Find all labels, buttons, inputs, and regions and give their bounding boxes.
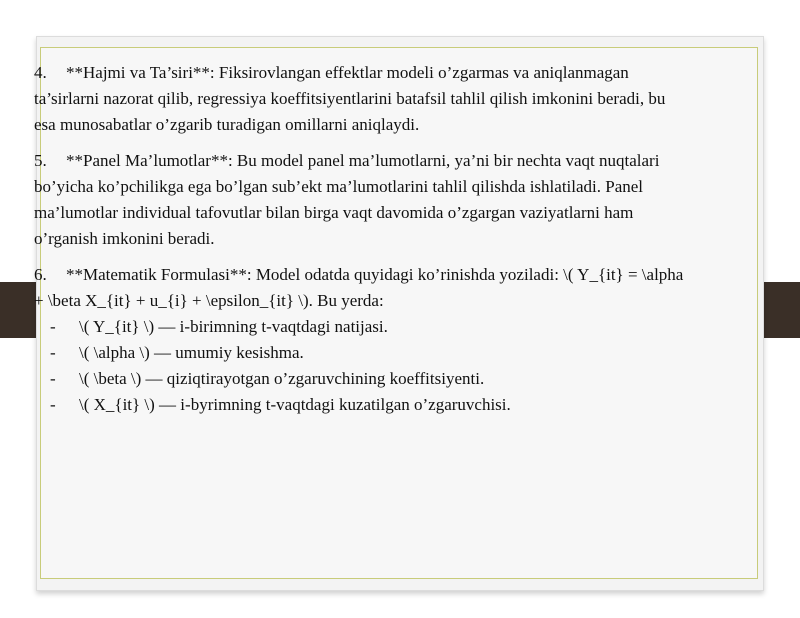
point-5	[34, 148, 684, 252]
list-item-text: \( \alpha \) — umumiy kesishma.	[79, 343, 304, 362]
list-item	[34, 340, 684, 366]
bullet-dash: -	[50, 343, 56, 362]
point-number: 4.	[34, 63, 47, 82]
formula-terms-list	[34, 314, 684, 418]
list-item	[34, 314, 684, 340]
point-text: **Hajmi va Ta’siri**: Fiksirovlangan effektlar modeli o’zgarmas va aniqlanmagan ta’sirlarni nazorat qilib, regressiya koeffitsiyentlarini batafsil tahlil qilish imkonini beradi, bu esa munosabatlar o’zgarib turadigan omillarni aniqlaydi.	[34, 63, 666, 134]
point-number: 5.	[34, 151, 47, 170]
bullet-dash: -	[50, 317, 56, 336]
point-number: 6.	[34, 265, 47, 284]
point-text: **Matematik Formulasi**: Model odatda quyidagi ko’rinishda yoziladi: \( Y_{it} = \alpha + \beta X_{it} + u_{i} + \epsilon_{it} \). Bu yerda:	[34, 265, 684, 310]
point-text: **Panel Ma’lumotlar**: Bu model panel ma’lumotlarni, ya’ni bir nechta vaqt nuqtalari bo’yicha ko’pchilikga ega bo’lgan sub’ekt ma’lumotlarini tahlil qilishda ishlatiladi. Panel ma’lumotlar individual tafovutlar bilan birga vaqt davomida o’zgargan vaziyatlarni ham o’rganish imkonini beradi.	[34, 151, 660, 248]
list-item	[34, 366, 684, 392]
slide-text	[34, 60, 684, 418]
bullet-dash: -	[50, 395, 56, 414]
point-6	[34, 262, 684, 314]
point-4	[34, 60, 684, 138]
bullet-dash: -	[50, 369, 56, 388]
left-side-tab	[0, 282, 36, 338]
list-item-text: \( \beta \) — qiziqtirayotgan o’zgaruvchining koeffitsiyenti.	[79, 369, 485, 388]
list-item-text: \( Y_{it} \) — i-birimning t-vaqtdagi natijasi.	[79, 317, 388, 336]
list-item-text: \( X_{it} \) — i-byrimning t-vaqtdagi kuzatilgan o’zgaruvchisi.	[79, 395, 511, 414]
list-item	[34, 392, 684, 418]
